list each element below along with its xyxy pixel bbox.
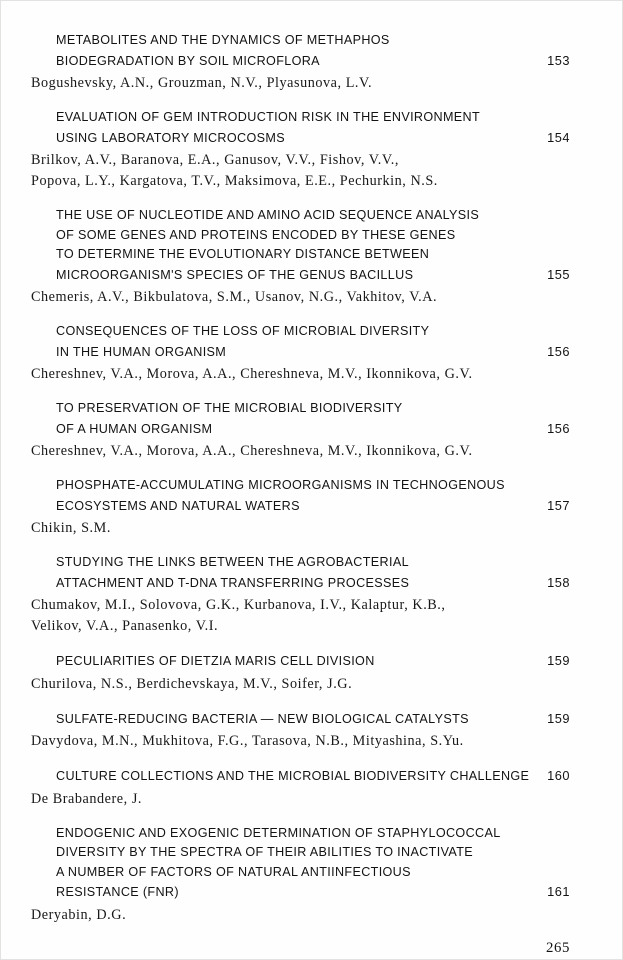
entry-title-text: MICROORGANISM'S SPECIES OF THE GENUS BACILLUS: [56, 267, 414, 282]
toc-entry: [31, 108, 570, 192]
entry-page-number: 161: [547, 884, 570, 899]
entry-page-number: 155: [547, 266, 570, 282]
entry-title-text: TO DETERMINE THE EVOLUTIONARY DISTANCE BETWEEN: [56, 247, 430, 261]
entry-page-number: 158: [547, 574, 570, 590]
entry-page-number: 156: [547, 343, 570, 359]
toc-entry: [31, 322, 570, 385]
entry-title-block: [31, 206, 570, 285]
entry-authors-line: Popova, L.Y., Kargatova, T.V., Maksimova, E.E., Pechurkin, N.S.: [31, 173, 438, 189]
entry-title-block: [31, 824, 570, 903]
toc-list: [31, 31, 570, 940]
entry-authors-line: Davydova, M.N., Mukhitova, F.G., Tarasova, N.B., Mityashina, S.Yu.: [31, 733, 464, 749]
entry-authors-line: Brilkov, A.V., Baranova, E.A., Ganusov, V.V., Fishov, V.V.,: [31, 152, 399, 168]
entry-title-line: [31, 322, 570, 342]
entry-title-block: [31, 31, 570, 71]
entry-authors-block: [31, 905, 570, 926]
entry-title-text: ATTACHMENT AND T-DNA TRANSFERRING PROCESSES: [56, 575, 410, 590]
entry-title-block: [31, 476, 570, 516]
entry-title-text: ECOSYSTEMS AND NATURAL WATERS: [56, 498, 300, 513]
entry-page-number: 157: [547, 497, 570, 513]
entry-authors-line: Chemeris, A.V., Bikbulatova, S.M., Usanov, N.G., Vakhitov, V.A.: [31, 289, 438, 305]
entry-authors-block: [31, 731, 570, 752]
entry-title-text: CULTURE COLLECTIONS AND THE MICROBIAL BIODIVERSITY CHALLENGE: [56, 769, 530, 783]
toc-entry: [31, 824, 570, 926]
entry-title-block: [31, 553, 570, 593]
entry-title-block: [31, 108, 570, 148]
entry-title-block: [31, 322, 570, 362]
entry-authors-line: Deryabin, D.G.: [31, 906, 127, 923]
entry-title-line: [31, 709, 570, 730]
entry-page-number: 153: [547, 52, 570, 68]
entry-authors-block: [31, 674, 570, 695]
toc-entry: [31, 766, 570, 810]
entry-title-text: TO PRESERVATION OF THE MICROBIAL BIODIVERSITY: [56, 401, 403, 415]
entry-title-block: [31, 651, 570, 672]
entry-authors-block: [31, 150, 570, 192]
entry-title-text: CONSEQUENCES OF THE LOSS OF MICROBIAL DIVERSITY: [56, 324, 430, 338]
entry-title-text: METABOLITES AND THE DYNAMICS OF METHAPHOS: [56, 33, 390, 47]
entry-page-number: 159: [547, 653, 570, 668]
entry-authors-block: [31, 73, 570, 94]
entry-title-text: STUDYING THE LINKS BETWEEN THE AGROBACTERIAL: [56, 555, 409, 569]
entry-title-text: SULFATE-REDUCING BACTERIA — NEW BIOLOGICAL CATALYSTS: [56, 711, 469, 726]
entry-title-line: [31, 51, 570, 72]
entry-page-number: 156: [547, 420, 570, 436]
entry-authors-line: Chereshnev, V.A., Morova, A.A., Chereshneva, M.V., Ikonnikova, G.V.: [31, 366, 473, 382]
entry-authors-block: [31, 595, 570, 637]
entry-authors-line: Chikin, S.M.: [31, 520, 111, 536]
entry-title-line: [31, 419, 570, 440]
entry-page-number: 154: [547, 129, 570, 145]
entry-title-line: [31, 824, 570, 844]
entry-title-line: [31, 651, 570, 672]
entry-title-line: [31, 553, 570, 573]
entry-title-line: [31, 206, 570, 226]
entry-title-text: ENDOGENIC AND EXOGENIC DETERMINATION OF STAPHYLOCOCCAL: [56, 825, 501, 840]
entry-authors-line: Bogushevsky, A.N., Grouzman, N.V., Plyasunova, L.V.: [31, 75, 373, 91]
toc-entry: [31, 31, 570, 94]
entry-title-line: [31, 128, 570, 149]
entry-authors-line: Chumakov, M.I., Solovova, G.K., Kurbanova, I.V., Kalaptur, K.B.,: [31, 597, 446, 613]
entry-title-line: [31, 399, 570, 419]
entry-title-text: USING LABORATORY MICROCOSMS: [56, 130, 285, 145]
entry-title-text: PECULIARITIES OF DIETZIA MARIS CELL DIVISION: [56, 654, 375, 668]
entry-title-line: [31, 496, 570, 517]
toc-entry: [31, 651, 570, 695]
footer-page-number: 265: [546, 939, 570, 956]
entry-title-block: [31, 766, 570, 787]
entry-authors-block: [31, 518, 570, 539]
entry-title-line: [31, 882, 570, 903]
entry-title-line: [31, 863, 570, 883]
entry-title-text: BIODEGRADATION BY SOIL MICROFLORA: [56, 53, 320, 68]
entry-title-line: [31, 342, 570, 363]
entry-authors-block: [31, 441, 570, 462]
toc-entry: [31, 476, 570, 539]
toc-entry: [31, 206, 570, 308]
entry-authors-line: Chereshnev, V.A., Morova, A.A., Chereshneva, M.V., Ikonnikova, G.V.: [31, 443, 473, 459]
entry-title-line: [31, 226, 570, 246]
entry-title-line: [31, 245, 570, 265]
toc-entry: [31, 709, 570, 753]
toc-entry: [31, 553, 570, 637]
entry-title-text: PHOSPHATE-ACCUMULATING MICROORGANISMS IN TECHNOGENOUS: [56, 478, 505, 492]
entry-title-block: [31, 709, 570, 730]
entry-title-line: [31, 766, 570, 787]
entry-page-number: 159: [547, 710, 570, 726]
entry-page-number: 160: [547, 768, 570, 783]
entry-title-line: [31, 265, 570, 286]
entry-authors-block: [31, 364, 570, 385]
entry-title-text: OF A HUMAN ORGANISM: [56, 421, 213, 436]
entry-title-line: [31, 31, 570, 51]
entry-authors-block: [31, 287, 570, 308]
entry-title-text: EVALUATION OF GEM INTRODUCTION RISK IN THE ENVIRONMENT: [56, 110, 481, 124]
entry-title-text: THE USE OF NUCLEOTIDE AND AMINO ACID SEQUENCE ANALYSIS: [56, 208, 480, 222]
entry-title-text: DIVERSITY BY THE SPECTRA OF THEIR ABILITIES TO INACTIVATE: [56, 845, 473, 859]
entry-title-text: RESISTANCE (FNR): [56, 885, 179, 899]
entry-title-block: [31, 399, 570, 439]
entry-authors-line: Churilova, N.S., Berdichevskaya, M.V., Soifer, J.G.: [31, 675, 353, 692]
entry-authors-line: Velikov, V.A., Panasenko, V.I.: [31, 618, 219, 634]
entry-title-text: IN THE HUMAN ORGANISM: [56, 344, 227, 359]
entry-authors-block: [31, 789, 570, 810]
entry-title-line: [31, 573, 570, 594]
entry-authors-line: De Brabandere, J.: [31, 790, 142, 807]
entry-title-text: A NUMBER OF FACTORS OF NATURAL ANTIINFECTIOUS: [56, 864, 411, 879]
entry-title-line: [31, 476, 570, 496]
entry-title-text: OF SOME GENES AND PROTEINS ENCODED BY THESE GENES: [56, 227, 456, 242]
entry-title-line: [31, 108, 570, 128]
toc-entry: [31, 399, 570, 462]
entry-title-line: [31, 843, 570, 863]
